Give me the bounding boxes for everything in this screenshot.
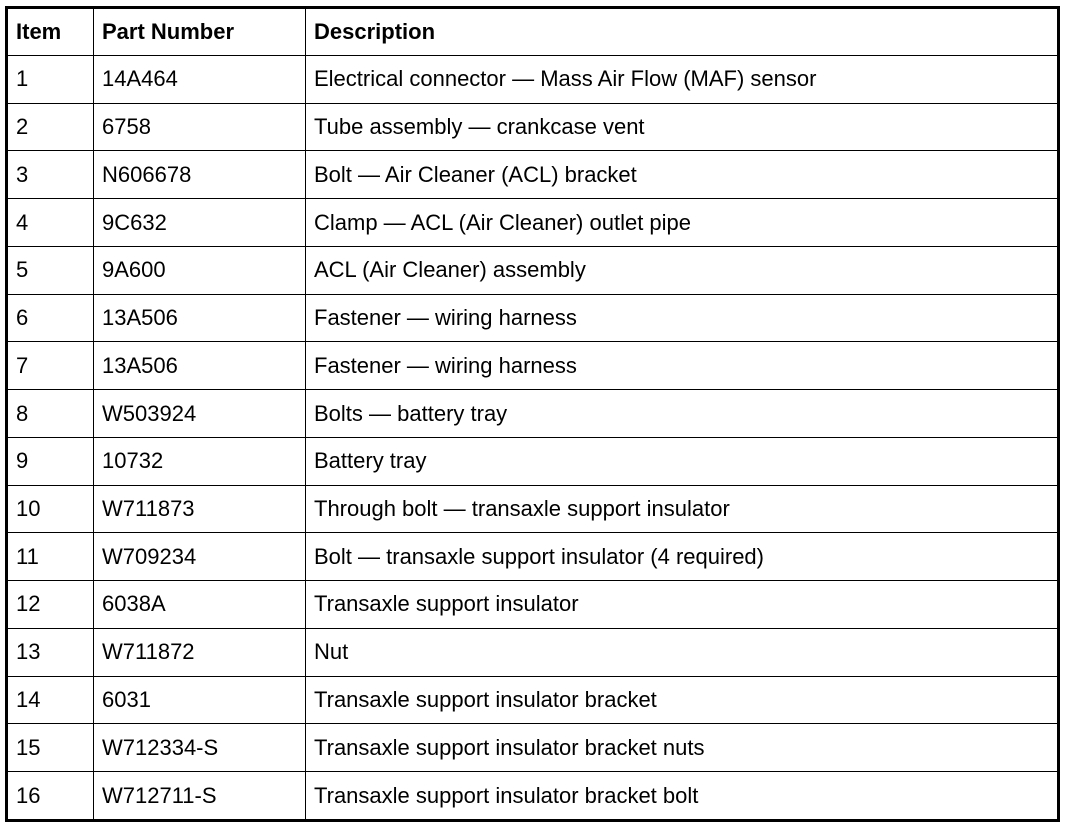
table-row	[7, 437, 1059, 485]
header-part-number: Part Number	[94, 8, 306, 56]
cell-item: 10	[7, 485, 94, 533]
cell-part-number: 13A506	[94, 294, 306, 342]
parts-table	[5, 6, 1060, 822]
cell-item: 8	[7, 390, 94, 438]
table-row	[7, 772, 1059, 821]
cell-part-number: W712711-S	[94, 772, 306, 821]
header-row	[7, 8, 1059, 56]
cell-description: Fastener — wiring harness	[306, 342, 1059, 390]
cell-item: 1	[7, 56, 94, 104]
cell-part-number: W711873	[94, 485, 306, 533]
cell-description: Battery tray	[306, 437, 1059, 485]
cell-description: Transaxle support insulator bracket bolt	[306, 772, 1059, 821]
cell-part-number: 14A464	[94, 56, 306, 104]
table-row	[7, 151, 1059, 199]
cell-part-number: 13A506	[94, 342, 306, 390]
cell-part-number: W711872	[94, 628, 306, 676]
table-row	[7, 103, 1059, 151]
cell-part-number: W709234	[94, 533, 306, 581]
cell-item: 9	[7, 437, 94, 485]
cell-item: 14	[7, 676, 94, 724]
table-row	[7, 628, 1059, 676]
table-row	[7, 199, 1059, 247]
table-row	[7, 294, 1059, 342]
cell-description: Nut	[306, 628, 1059, 676]
header-item: Item	[7, 8, 94, 56]
cell-description: Fastener — wiring harness	[306, 294, 1059, 342]
cell-item: 11	[7, 533, 94, 581]
cell-item: 6	[7, 294, 94, 342]
cell-part-number: 9A600	[94, 246, 306, 294]
cell-item: 2	[7, 103, 94, 151]
cell-description: Clamp — ACL (Air Cleaner) outlet pipe	[306, 199, 1059, 247]
cell-item: 7	[7, 342, 94, 390]
cell-item: 13	[7, 628, 94, 676]
table-body	[7, 56, 1059, 821]
table-row	[7, 724, 1059, 772]
cell-item: 4	[7, 199, 94, 247]
cell-part-number: 9C632	[94, 199, 306, 247]
cell-description: Transaxle support insulator bracket	[306, 676, 1059, 724]
table-row	[7, 485, 1059, 533]
table-row	[7, 390, 1059, 438]
cell-item: 12	[7, 581, 94, 629]
cell-part-number: 10732	[94, 437, 306, 485]
header-description: Description	[306, 8, 1059, 56]
cell-description: Transaxle support insulator bracket nuts	[306, 724, 1059, 772]
table-row	[7, 56, 1059, 104]
cell-item: 5	[7, 246, 94, 294]
cell-part-number: W503924	[94, 390, 306, 438]
cell-part-number: 6038A	[94, 581, 306, 629]
table-row	[7, 342, 1059, 390]
cell-part-number: 6031	[94, 676, 306, 724]
cell-part-number: 6758	[94, 103, 306, 151]
table-row	[7, 246, 1059, 294]
cell-description: ACL (Air Cleaner) assembly	[306, 246, 1059, 294]
table-row	[7, 581, 1059, 629]
table-row	[7, 533, 1059, 581]
cell-description: Bolt — transaxle support insulator (4 required)	[306, 533, 1059, 581]
cell-description: Bolts — battery tray	[306, 390, 1059, 438]
cell-item: 3	[7, 151, 94, 199]
cell-description: Bolt — Air Cleaner (ACL) bracket	[306, 151, 1059, 199]
cell-description: Transaxle support insulator	[306, 581, 1059, 629]
table-row	[7, 676, 1059, 724]
cell-description: Electrical connector — Mass Air Flow (MAF) sensor	[306, 56, 1059, 104]
cell-part-number: W712334-S	[94, 724, 306, 772]
cell-item: 16	[7, 772, 94, 821]
cell-part-number: N606678	[94, 151, 306, 199]
cell-description: Through bolt — transaxle support insulator	[306, 485, 1059, 533]
cell-item: 15	[7, 724, 94, 772]
cell-description: Tube assembly — crankcase vent	[306, 103, 1059, 151]
